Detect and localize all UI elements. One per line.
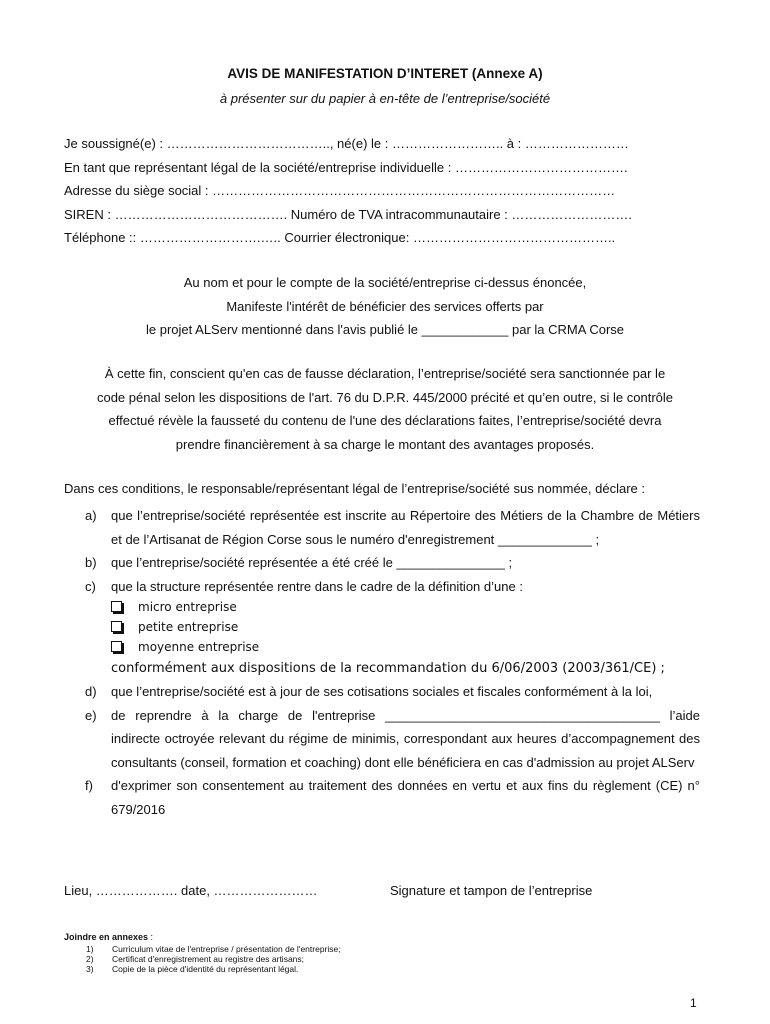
declaration-item-c (64, 575, 700, 599)
intent-block (0, 275, 770, 346)
annexes-title-bold: Joindre en annexes (64, 932, 149, 942)
item-marker: c) (85, 578, 96, 594)
item-marker: a) (85, 508, 97, 523)
place-date-line: Lieu, ………………. date, …………………… (64, 883, 318, 898)
item-text: que l’entreprise/société est à jour de ses cotisations sociales et fiscales conformément à la loi, (111, 684, 653, 699)
checkbox-medium[interactable] (111, 638, 700, 658)
checkbox-icon[interactable] (111, 621, 122, 632)
declaration-item-a (64, 504, 700, 551)
page-number: 1 (690, 996, 697, 1010)
item-text: que la structure représentée rentre dans le cadre de la définition d’une : (111, 578, 523, 594)
item-text: que l’entreprise/société représentée a été créé le _______________ ; (111, 555, 513, 570)
declaration-section (64, 481, 700, 821)
field-phone-email: Téléphone :: ……………………….….. Courrier électronique: ……………………………………….. (64, 230, 616, 245)
item-text: de reprendre à la charge de l'entreprise ______________________________________ l’aide indirecte octroyée relevant du régime de minimis, correspondant aux heures d’accompagnement des consultants (conseil, formation et coaching) dont elle bénéficiera en cas d'admission au projet ALServ (111, 707, 700, 770)
warning-line: effectué révèle la fausseté du contenu de l'une des déclarations faites, l’entreprise/société devra (108, 413, 662, 428)
item-marker: b) (85, 555, 97, 570)
annexes-title (64, 932, 153, 942)
recommendation-note: conformément aux dispositions de la recommandation du 6/06/2003 (2003/361/CE) ; (111, 661, 665, 676)
field-name-birth: Je soussigné(e) : ……………………………….., né(e) le : …………………….. à : …………………… (64, 136, 629, 151)
annex-text: Curriculum vitae de l'entreprise / présentation de l'entreprise; (112, 944, 341, 954)
warning-block (0, 366, 770, 460)
warning-line: prendre financièrement à sa charge le montant des avantages proposés. (175, 436, 595, 452)
annex-number: 3) (86, 964, 94, 974)
field-legal-representative: En tant que représentant légal de la société/entreprise individuelle : …………………………………. (64, 159, 628, 175)
annex-text: Copie de la pièce d'identité du représentant légal. (112, 964, 299, 974)
checkbox-micro[interactable] (111, 598, 700, 618)
item-marker: f) (85, 778, 93, 793)
field-siren-tva: SIREN : …………………………………. Numéro de TVA intracommunautaire : ………………………. (64, 206, 633, 222)
intent-line: Au nom et pour le compte de la société/entreprise ci-dessus énoncée, (183, 275, 587, 290)
checkbox-label: micro entreprise (138, 600, 237, 614)
item-text: d'exprimer son consentement au traitement des données en vertu et aux fins du règlement (CE) n° 679/2016 (111, 778, 700, 817)
annexes-list (86, 944, 341, 974)
annexes-title-rest: : (148, 932, 154, 942)
declaration-item-e (64, 704, 700, 775)
warning-line: À cette fin, conscient qu'en cas de fausse déclaration, l’entreprise/société sera sanctionnée par le (104, 366, 666, 381)
declaration-intro: Dans ces conditions, le responsable/représentant légal de l’entreprise/société sus nommée, déclare : (64, 481, 645, 496)
field-address: Adresse du siège social : ………………………………………………………………………………… (64, 183, 616, 198)
warning-line: code pénal selon les dispositions de l'art. 76 du D.P.R. 445/2000 précité et qu’en outre, si le contrôle (96, 389, 674, 405)
annex-item (86, 964, 341, 974)
annex-text: Certificat d'enregistrement au registre des artisans; (112, 954, 305, 964)
identity-fields (64, 136, 714, 254)
annex-item (86, 954, 341, 964)
checkbox-label: petite entreprise (138, 620, 239, 634)
annex-number: 2) (86, 954, 94, 964)
annex-item (86, 944, 341, 954)
checkbox-label: moyenne entreprise (138, 640, 260, 654)
intent-line: le projet ALServ mentionné dans l'avis publié le ____________ par la CRMA Corse (146, 322, 624, 337)
signature-label: Signature et tampon de l’entreprise (390, 883, 593, 898)
document-title: AVIS DE MANIFESTATION D’INTERET (Annexe A) (227, 66, 543, 81)
intent-line: Manifeste l'intérêt de bénéficier des services offerts par (226, 298, 544, 314)
checkbox-icon[interactable] (111, 601, 122, 612)
declaration-item-f (64, 774, 700, 821)
checkbox-small[interactable] (111, 618, 700, 638)
document-subtitle: à présenter sur du papier à en-tête de l’entreprise/société (219, 91, 551, 106)
checkbox-icon[interactable] (111, 641, 122, 652)
company-size-options (64, 598, 700, 658)
item-marker: d) (85, 684, 97, 699)
annex-number: 1) (86, 944, 94, 954)
item-marker: e) (85, 707, 97, 723)
declaration-item-b (64, 551, 700, 575)
declaration-item-d (64, 680, 700, 704)
item-text: que l’entreprise/société représentée est inscrite au Répertoire des Métiers de la Chambre de Métiers et de l’Artisanat de Région Corse sous le numéro d'enregistrement _____________ ; (111, 508, 700, 547)
